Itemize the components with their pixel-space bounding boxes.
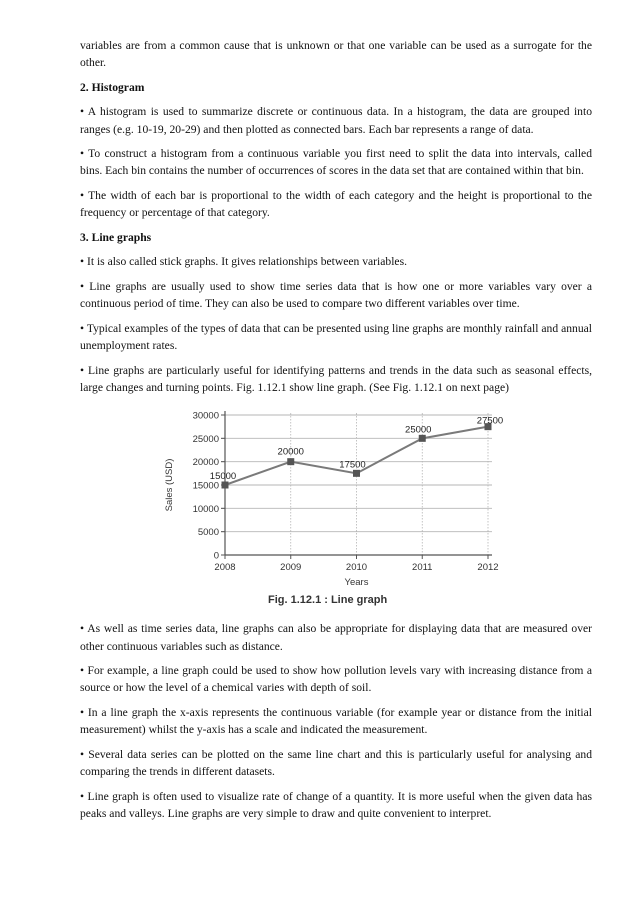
x-tick-label: 2009 [280,562,302,574]
data-point-2010 [353,470,360,477]
line-graph-chart [80,403,592,593]
paragraph-histogram-3: • The width of each bar is proportional to the width of each category and the height is proportional to the frequency or percentage of that category. [80,188,592,220]
paragraph-line-2: • Line graphs are usually used to show time series data that is how one or more variables vary over a continuous period of time. They can also be used to compare two different variables over time. [80,279,592,311]
y-tick-label: 15000 [192,480,219,492]
section-heading-histogram: 2. Histogram [80,80,145,94]
paragraph-after-5: • Line graph is often used to visualize rate of change of a quantity. It is more useful when the given data has peaks and valleys. Line graphs are very simple to draw and quite convenient to interpret. [80,789,592,820]
paragraph-histogram-2: • To construct a histogram from a continuous variable you first need to split the data into intervals, called bins. Each bin contains the number of occurrences of scores in the data set that are contained within that bin. [80,147,592,178]
paragraph-line-1: • It is also called stick graphs. It gives relationships between variables. [80,255,407,269]
paragraph-histogram-1: • A histogram is used to summarize discrete or continuous data. In a histogram, the data are grouped into ranges (e.g. 10-19, 20-29) and then plotted as connected bars. Each bar represents a range of data. [80,105,592,136]
y-tick-label: 0 [213,550,219,562]
data-label: 17500 [339,459,366,471]
x-tick-label: 2008 [214,562,236,574]
data-label: 27500 [476,416,504,428]
data-label: 15000 [209,471,237,483]
x-tick-label: 2012 [477,562,499,574]
y-axis-title: Sales (USD) [164,458,175,512]
figure-caption: Fig. 1.12.1 : Line graph [268,594,388,607]
data-point-2011 [419,435,426,442]
data-point-2009 [287,459,294,466]
y-tick-label: 30000 [192,410,219,422]
paragraph-after-2: • For example, a line graph could be used to show how pollution levels vary with increasing distance from a source or how the level of a chemical varies with depth of soil. [80,664,592,695]
y-tick-label: 10000 [192,504,219,516]
y-tick-label: 25000 [192,434,219,446]
paragraph-line-4: • Line graphs are particularly useful for identifying patterns and trends in the data such as seasonal effects, large changes and turning points. Fig. 1.12.1 show line graph. (See Fig. 1.12.1 on next page) [80,363,592,394]
x-tick-label: 2011 [412,562,433,574]
paragraph-intro: variables are from a common cause that is unknown or that one variable can be used as a surrogate for the other. [80,39,592,70]
paragraph-after-4: • Several data series can be plotted on the same line chart and this is particularly useful for analysing and comparing the trends in different datasets. [80,747,592,778]
x-tick-label: 2010 [345,562,368,574]
paragraph-after-1: • As well as time series data, line graphs can also be appropriate for displaying data that are measured over other continuous variables such as distance. [80,622,592,653]
data-label: 20000 [277,447,304,459]
data-point-2008 [222,482,229,489]
data-label: 25000 [405,424,432,436]
y-tick-label: 5000 [197,527,219,539]
line-graph-figure [80,403,592,611]
x-axis-title: Years [344,577,369,589]
y-tick-label: 20000 [192,457,219,469]
section-heading-line-graphs: 3. Line graphs [80,230,152,244]
document-body [80,37,592,829]
paragraph-line-3: • Typical examples of the types of data that can be presented using line graphs are monthly rainfall and annual unemployment rates. [80,321,592,352]
paragraph-after-3: • In a line graph the x-axis represents the continuous variable (for example year or distance from the initial measurement) whilst the y-axis has a scale and indicated the measurement. [80,705,592,737]
